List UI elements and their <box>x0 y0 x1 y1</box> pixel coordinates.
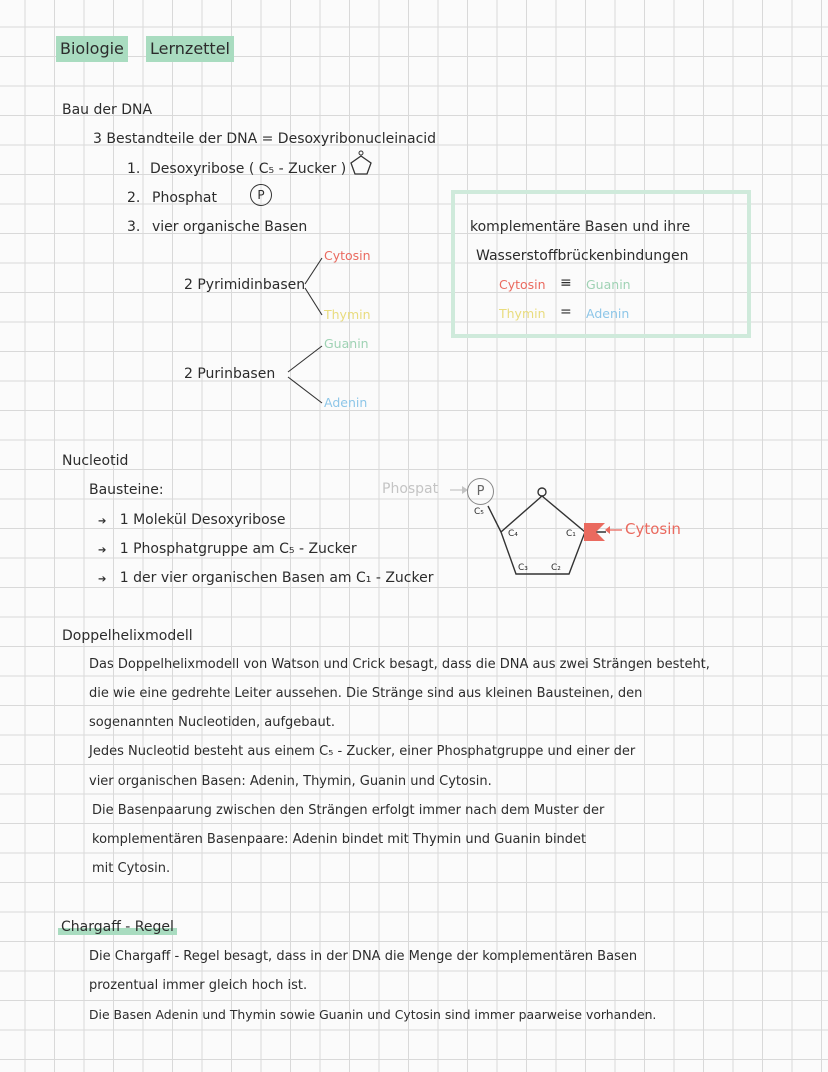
bau-item-1-num: 1. <box>127 161 141 177</box>
doppelhelix-line-8: mit Cytosin. <box>92 861 171 876</box>
box-line-2: Wasserstoffbrückenbindungen <box>476 248 689 264</box>
diagram-base-label: Cytosin <box>625 520 681 538</box>
bullet-arrow-icon: ➔ <box>98 574 107 585</box>
base-cytosin: Cytosin <box>324 248 371 263</box>
pair1-left: Cytosin <box>499 277 546 292</box>
doppelhelix-line-4: Jedes Nucleotid besteht aus einem C₅ - Zucker, einer Phosphatgruppe und einer der <box>89 744 636 759</box>
bau-intro: 3 Bestandteile der DNA = Desoxyribonucleinacid <box>93 131 437 147</box>
box-line-1: komplementäre Basen und ihre <box>470 219 691 235</box>
diagram-c4: C₄ <box>508 529 518 539</box>
nucleotid-bullet-1: ➔ 1 Molekül Desoxyribose <box>98 512 286 528</box>
diagram-phosphate-circle <box>467 478 494 505</box>
section-heading-chargaff: Chargaff - Regel <box>58 919 177 935</box>
phosphate-circle-icon <box>250 184 272 206</box>
section-heading-bau: Bau der DNA <box>62 102 153 118</box>
phosphate-symbol: P <box>257 188 265 202</box>
pyrimidine-label: 2 Pyrimidinbasen <box>184 277 306 293</box>
nucleotid-bullet-3: ➔ 1 der vier organischen Basen am C₁ - Zucker <box>98 570 434 586</box>
purine-label: 2 Purinbasen <box>184 366 276 382</box>
chargaff-line-1: Die Chargaff - Regel besagt, dass in der DNA die Menge der komplementären Basen <box>89 949 638 964</box>
doppelhelix-line-6: Die Basenpaarung zwischen den Strängen erfolgt immer nach dem Muster der <box>92 803 605 818</box>
diagram-c2: C₂ <box>551 563 561 573</box>
pair1-right: Guanin <box>586 277 631 292</box>
bau-item-1-text: Desoxyribose ( C₅ - Zucker ) <box>150 161 347 177</box>
section-heading-nucleotid: Nucleotid <box>62 453 129 469</box>
section-heading-doppelhelix: Doppelhelixmodell <box>62 628 193 644</box>
bau-item-3-num: 3. <box>127 219 141 235</box>
subject-label: Biologie <box>56 36 128 62</box>
pair2-bond: = <box>560 304 572 320</box>
base-guanin: Guanin <box>324 336 369 351</box>
doppelhelix-line-7: komplementären Basenpaare: Adenin bindet mit Thymin und Guanin bindet <box>92 832 587 847</box>
diagram-c1: C₁ <box>566 529 576 539</box>
nucleotid-bullet-2: ➔ 1 Phosphatgruppe am C₅ - Zucker <box>98 541 357 557</box>
pair2-left: Thymin <box>499 306 546 321</box>
doppelhelix-line-2: die wie eine gedrehte Leiter aussehen. Die Stränge sind aus kleinen Bausteinen, den <box>89 686 643 701</box>
base-adenin: Adenin <box>324 395 368 410</box>
bullet-arrow-icon: ➔ <box>98 516 107 527</box>
pair2-right: Adenin <box>586 306 630 321</box>
diagram-phosphate-symbol: P <box>476 484 485 499</box>
diagram-phosphate-label: Phospat <box>382 481 439 497</box>
chargaff-line-3: Die Basen Adenin und Thymin sowie Guanin und Cytosin sind immer paarweise vorhanden. <box>89 1007 657 1022</box>
nucleotid-sub: Bausteine: <box>89 482 164 498</box>
page-title: Lernzettel <box>146 36 234 62</box>
diagram-c5: C₅ <box>474 507 484 517</box>
bau-item-2-num: 2. <box>127 190 141 206</box>
doppelhelix-line-5: vier organischen Basen: Adenin, Thymin, Guanin und Cytosin. <box>89 774 492 789</box>
doppelhelix-line-1: Das Doppelhelixmodell von Watson und Crick besagt, dass die DNA aus zwei Strängen besteht, <box>89 657 710 672</box>
base-thymin: Thymin <box>324 307 371 322</box>
bau-item-3-text: vier organische Basen <box>152 219 308 235</box>
pentose-mini-icon <box>348 152 374 178</box>
chargaff-line-2: prozentual immer gleich hoch ist. <box>89 978 308 993</box>
bullet-arrow-icon: ➔ <box>98 545 107 556</box>
bau-item-2-text: Phosphat <box>152 190 218 206</box>
pair1-bond: ≡ <box>560 275 572 291</box>
page-header <box>52 36 237 62</box>
doppelhelix-line-3: sogenannten Nucleotiden, aufgebaut. <box>89 715 335 730</box>
diagram-c3: C₃ <box>518 563 528 573</box>
